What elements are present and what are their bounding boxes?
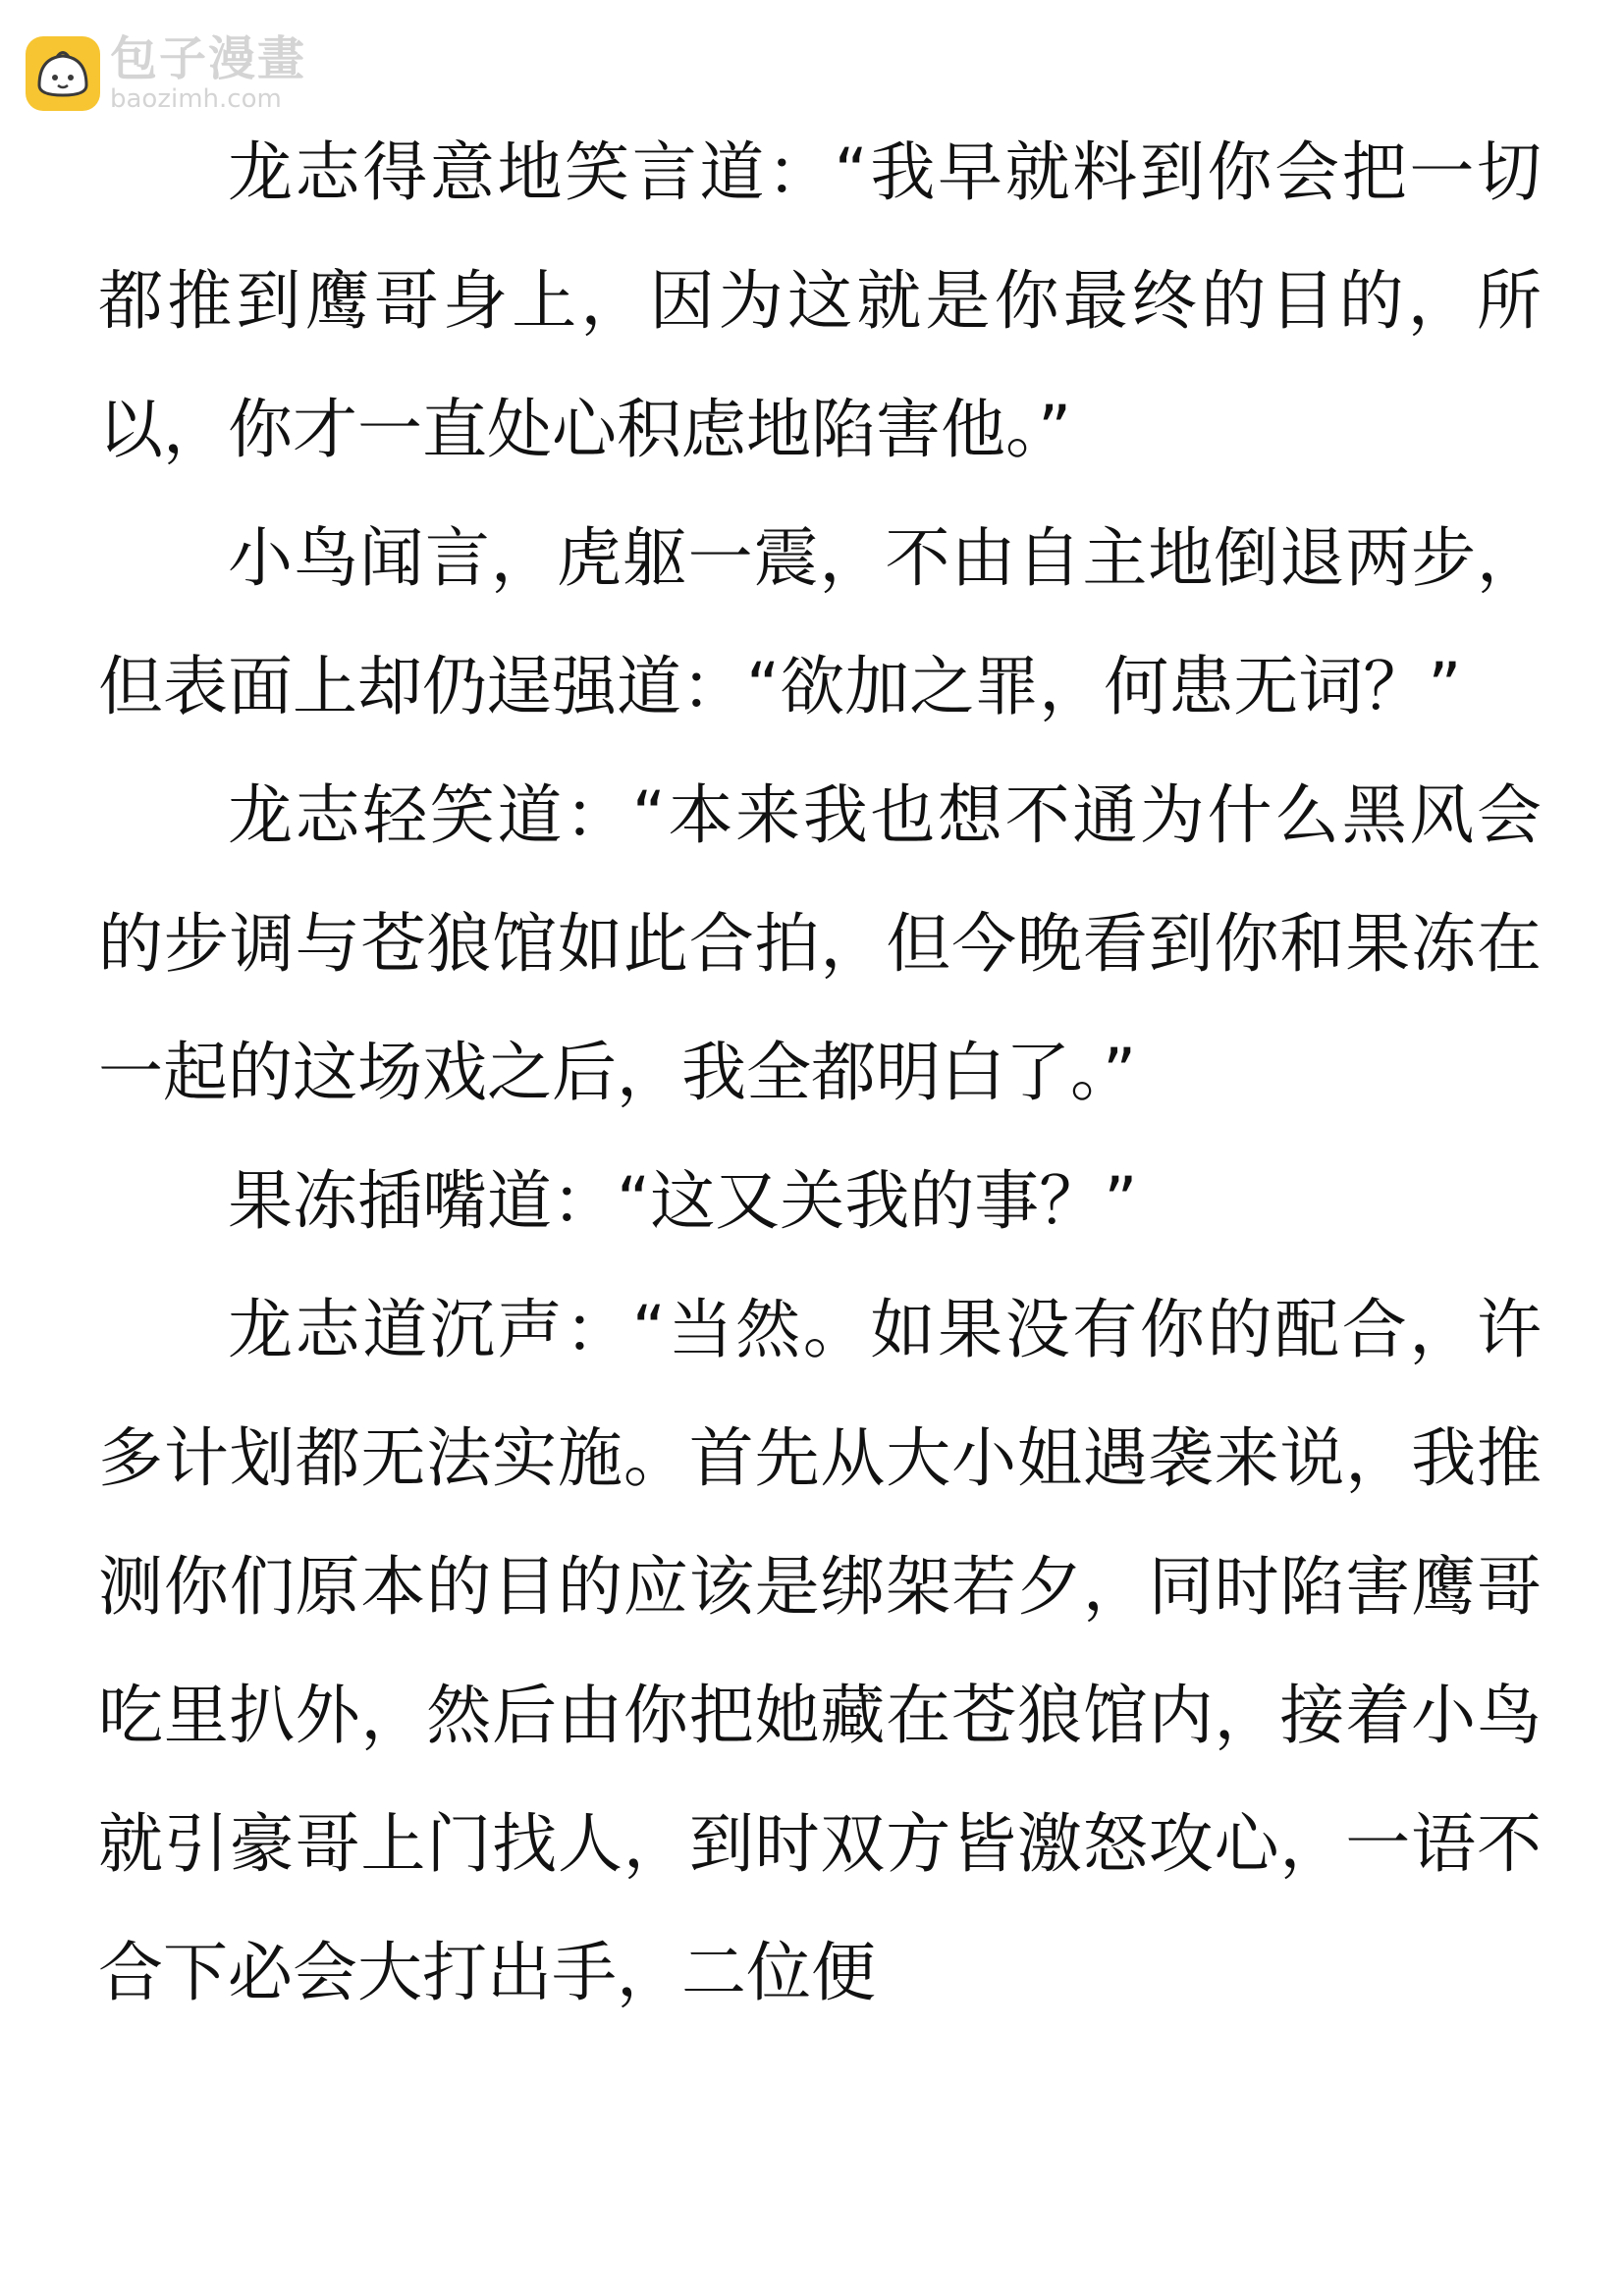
watermark-domain: baozimh.com: [110, 84, 282, 114]
watermark-name: 包子漫畫: [110, 31, 307, 86]
paragraph: 龙志得意地笑言道：“我早就料到你会把一切都推到鹰哥身上，因为这就是你最终的目的，所以，你才一直处心积虑地陷害他。”: [98, 134, 1542, 467]
paragraph: 小鸟闻言，虎躯一震，不由自主地倒退两步，但表面上却仍逞强道：“欲加之罪，何患无词？”: [98, 520, 1542, 724]
bun-face-icon: [26, 36, 100, 111]
article-body: [98, 108, 1542, 2037]
paragraph: 龙志道沉声：“当然。如果没有你的配合，许多计划都无法实施。首先从大小姐遇袭来说，我推测你们原本的目的应该是绑架若夕，同时陷害鹰哥吃里扒外，然后由你把她藏在苍狼馆内，接着小鸟就引豪哥上门找人，到时双方皆激怒攻心，一语不合下必会大打出手，二位便: [98, 1292, 1542, 2010]
paragraph: 龙志轻笑道：“本来我也想不通为什么黑风会的步调与苍狼馆如此合拍，但今晚看到你和果冻在一起的这场戏之后，我全都明白了。”: [98, 777, 1542, 1110]
paragraph: 果冻插嘴道：“这又关我的事？”: [228, 1163, 1138, 1239]
watermark: [26, 29, 320, 118]
